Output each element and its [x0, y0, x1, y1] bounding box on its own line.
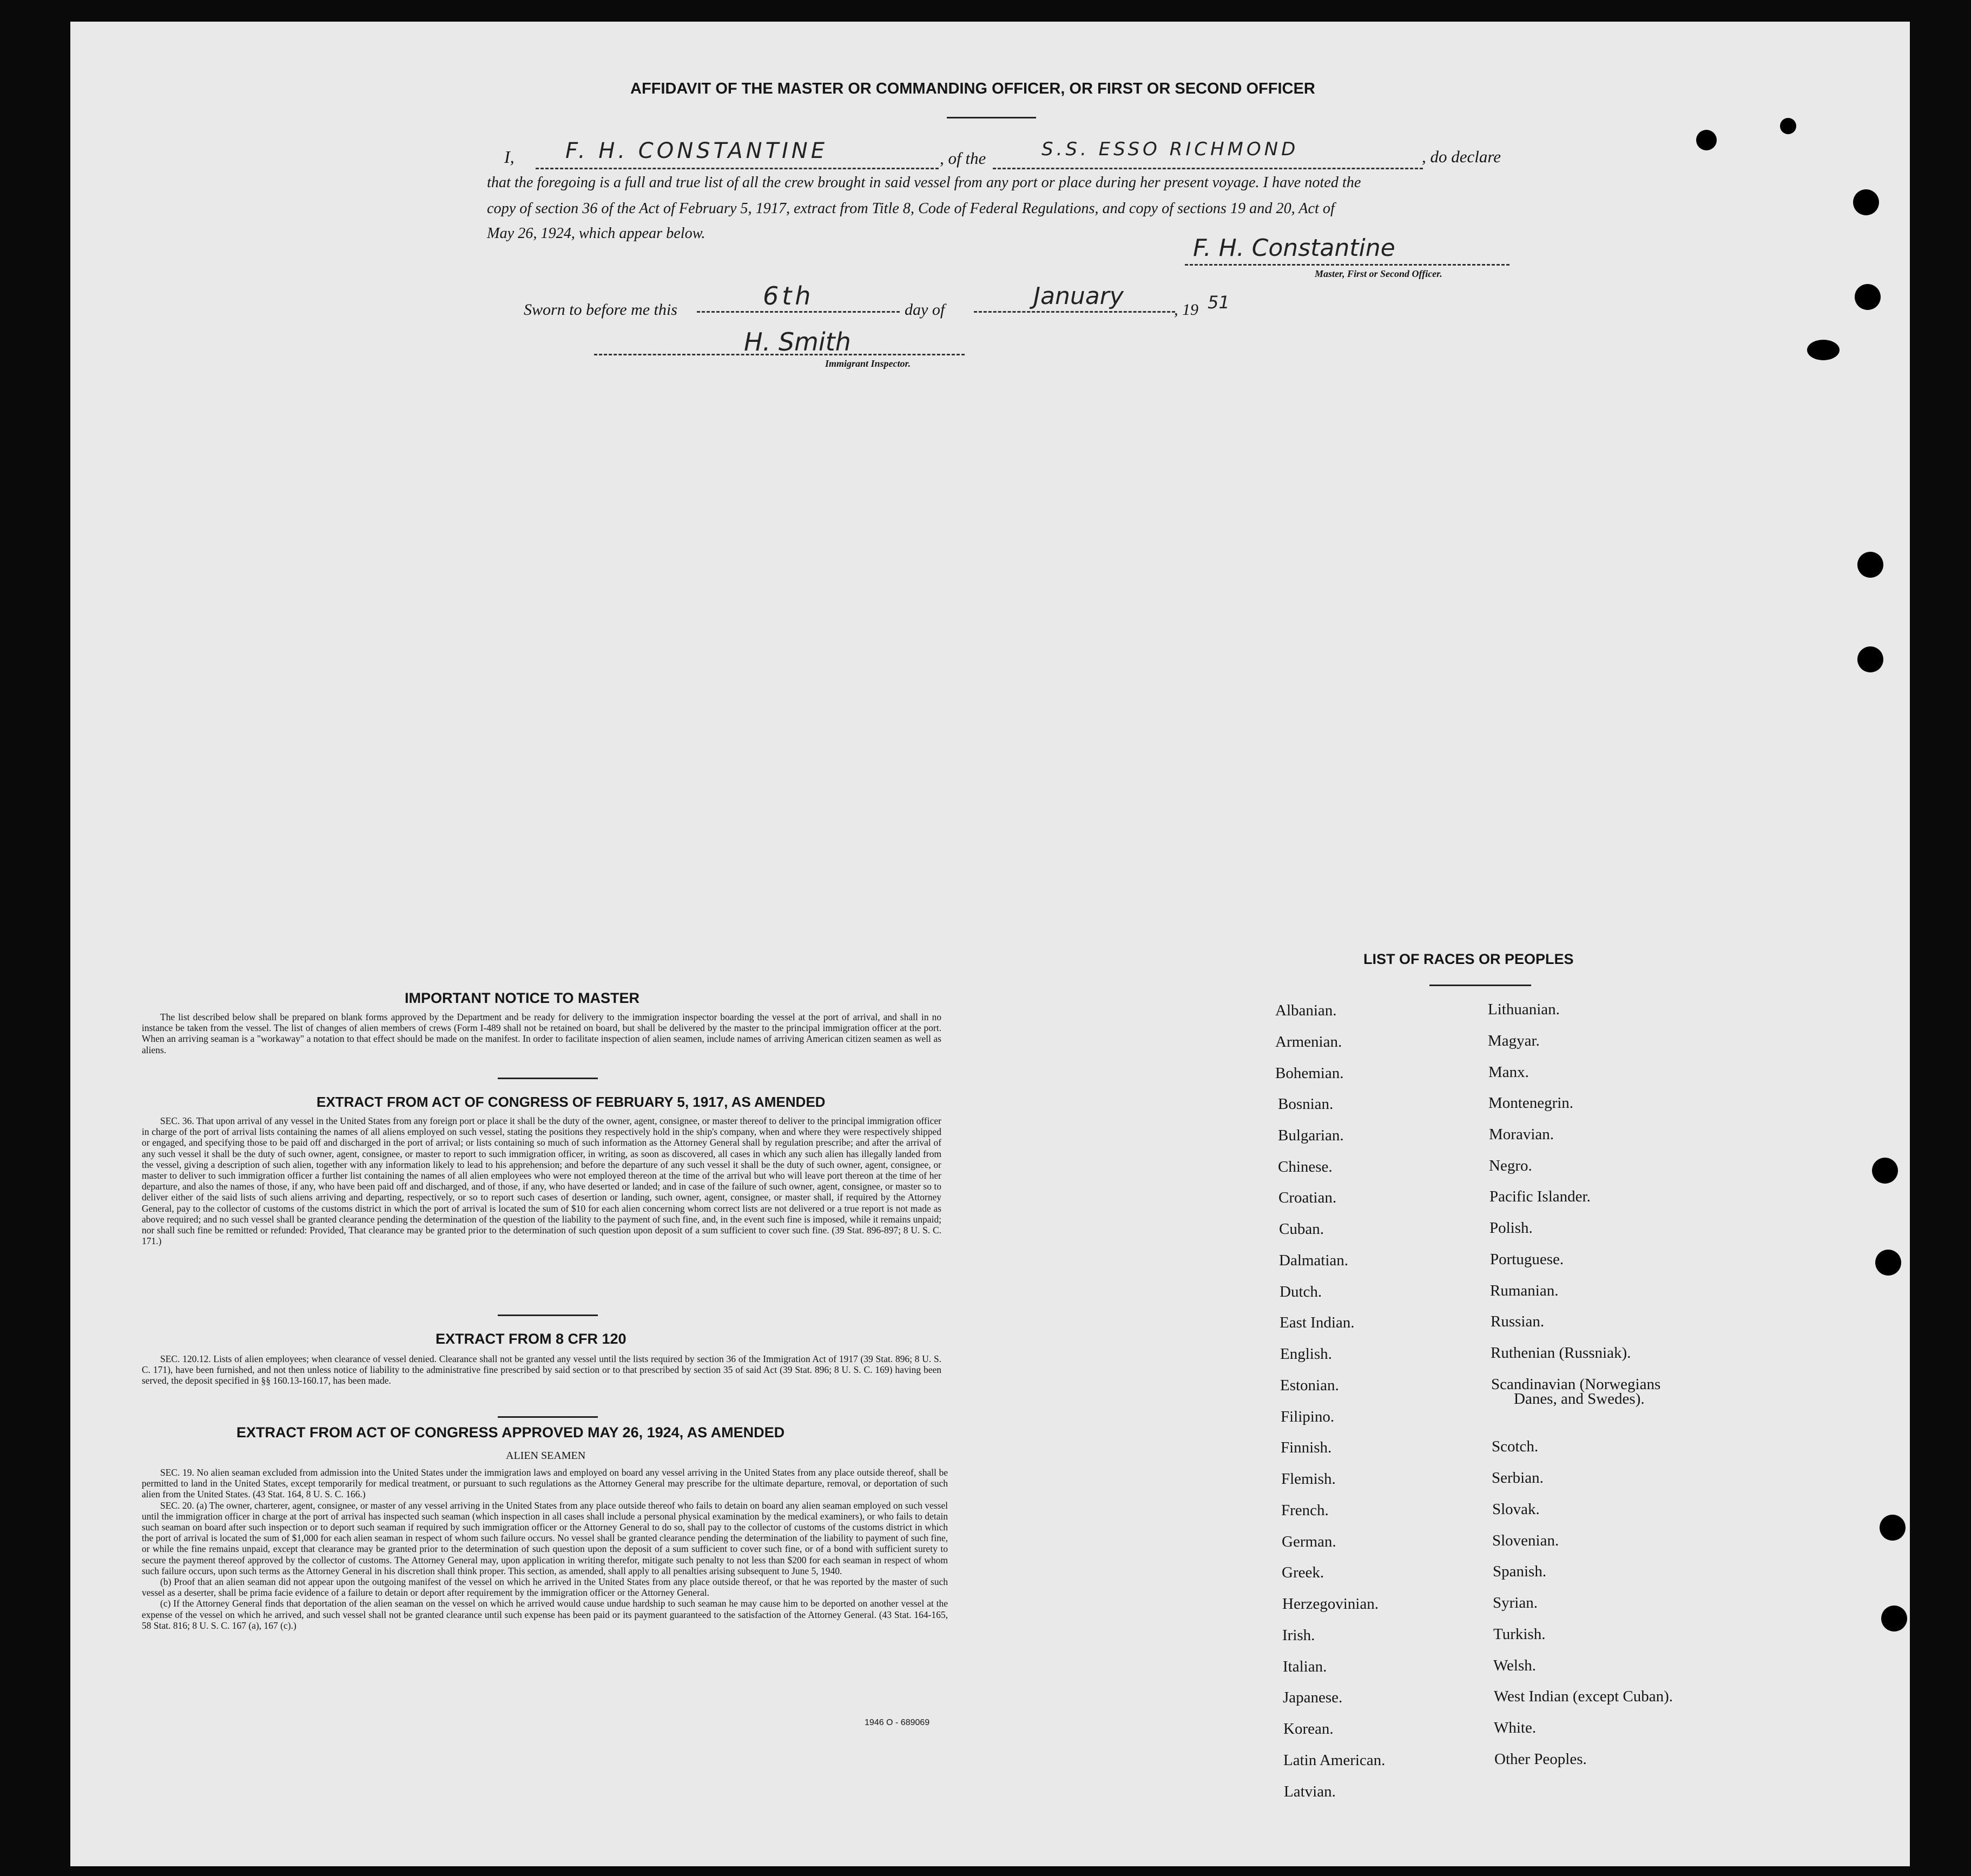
- race-item: Finnish.: [1281, 1439, 1332, 1456]
- vessel-name: S.S. ESSO RICHMOND: [1041, 138, 1299, 160]
- race-item: East Indian.: [1280, 1314, 1355, 1331]
- sec-36-paragraph: SEC. 36. That upon arrival of any vessel in the United States from any foreign port or place it shall be the duty of the owner, agent, consignee, or master thereof to deliver to the principal immigration officer in charge of the port of arrival lists containing the names of all aliens employed on such vessel, stating the positions they respectively hold in the ship's company, when and where they were respectively shipped or engaged, and specifying those to be paid off and discharged in the port of arrival; or lists containing so much of such information as the Attorney General shall by regulation prescribe; and after the arrival of any such vessel it shall be the duty of such owner, agent, consignee, or master to report to such immigration officer, in writing, as soon as discovered, all cases in which any such alien has illegally landed from the vessel, giving a description of such alien, together with any information likely to lead to his apprehension; and before the departure of any such vessel it shall be the duty of such owner, agent, consignee, or master to deliver to such immigration officer a further list containing the names of all alien employees who were not employed thereon at the time of the arrival but who will leave port thereon at the time of her departure, and also the names of those, if any, who have been paid off and discharged, and of those, if any, who have deserted or landed; and in case of the failure of such owner, agent, consignee, or master so to deliver either of the said lists of such aliens arriving and departing, respectively, or so to report such cases of desertion or landing, such owner, agent, consignee, or master shall, if required by the Attorney General, pay to the collector of customs of the customs district in which the port of arrival is located the sum of $10 for each alien concerning whom correct lists are not delivered or a true report is not made as above required; and no such vessel shall be granted clearance pending the determination of the question of the liability to the payment of such fine, and, in the event such fine is imposed, while it remains unpaid; nor shall such fine be remitted or refunded: Provided, That clearance may be granted prior to the determination of such question upon deposit of a sum sufficient to cover such fine. (39 Stat. 896-897; 8 U. S. C. 171.): [142, 1115, 941, 1247]
- race-item: Slovak.: [1492, 1501, 1540, 1518]
- race-item: Latvian.: [1284, 1783, 1336, 1800]
- race-item: Korean.: [1283, 1720, 1334, 1738]
- inspector-caption: Immigrant Inspector.: [825, 358, 911, 369]
- race-item: Bohemian.: [1275, 1065, 1344, 1082]
- year-prefix: , 19: [1174, 301, 1198, 319]
- race-item: Herzegovinian.: [1282, 1595, 1379, 1613]
- race-item: White.: [1494, 1719, 1537, 1736]
- race-item: Rumanian.: [1490, 1282, 1559, 1299]
- race-item: Lithuanian.: [1488, 1001, 1560, 1018]
- race-item: Montenegrin.: [1488, 1094, 1574, 1112]
- officer-name-line: [536, 168, 939, 169]
- sec-19-paragraph: SEC. 19. No alien seaman excluded from admission into the United States under the immigration laws and employed on board any vessel arriving in the United States from any place outside thereof, shall be permitted to land in the United States, except temporarily for medical treatment, or pursuant to such regulations as the Attorney General may prescribe for the ultimate departure, removal, or deportation of such alien from the United States. (43 Stat. 164, 8 U. S. C. 166.): [142, 1467, 948, 1500]
- race-item: Italian.: [1283, 1658, 1327, 1675]
- race-item: Chinese.: [1278, 1158, 1333, 1175]
- race-item: Ruthenian (Russniak).: [1491, 1344, 1631, 1362]
- race-item: Albanian.: [1275, 1002, 1337, 1019]
- sworn-day: 6th: [763, 281, 814, 311]
- race-item: Other Peoples.: [1494, 1751, 1587, 1768]
- inspector-signature-line: [594, 354, 965, 355]
- race-item: Bosnian.: [1278, 1095, 1334, 1113]
- print-code: 1946 O - 689069: [865, 1718, 930, 1727]
- race-item: West Indian (except Cuban).: [1494, 1688, 1673, 1705]
- extract-1917-divider: [498, 1314, 598, 1316]
- sec-20c-paragraph: (c) If the Attorney General finds that deportation of the alien seaman on the vessel on which he arrived would cause undue hardship to such seaman he may cause him to be deported on another vessel at the expense of the vessel on which he arrived, and such vessel shall not be granted clearance until such expense has been paid or its payment guaranteed to the satisfaction of the Attorney General. (43 Stat. 164-165, 58 Stat. 816; 8 U. S. C. 167 (a), 167 (c).): [142, 1598, 948, 1631]
- sworn-label: Sworn to before me this: [524, 301, 677, 319]
- race-item: Portuguese.: [1490, 1251, 1564, 1268]
- race-item: Greek.: [1282, 1564, 1324, 1581]
- extract-1917-text: [142, 1115, 941, 1246]
- punch-hole: [1857, 552, 1883, 578]
- race-item: Scandinavian (Norwegians: [1491, 1376, 1661, 1393]
- punch-hole: [1696, 130, 1717, 150]
- race-item: English.: [1280, 1345, 1332, 1363]
- race-item: Bulgarian.: [1278, 1127, 1344, 1144]
- officer-name: F. H. CONSTANTINE: [565, 138, 828, 163]
- statement-line-3: copy of section 36 of the Act of February 5, 1917, extract from Title 8, Code of Federal Regulations, and copy of sections 19 and 20, Act of: [487, 200, 1335, 217]
- punch-hole: [1853, 189, 1879, 215]
- race-item: Russian.: [1491, 1313, 1545, 1330]
- race-item: Flemish.: [1281, 1470, 1336, 1488]
- race-item: Moravian.: [1489, 1126, 1554, 1143]
- race-item: Danes, and Swedes).: [1514, 1390, 1645, 1408]
- race-item: Irish.: [1282, 1627, 1315, 1644]
- do-declare-label: , do declare: [1422, 147, 1501, 166]
- race-item: Syrian.: [1493, 1594, 1538, 1611]
- master-caption: Master, First or Second Officer.: [1315, 268, 1442, 279]
- sworn-month: January: [1033, 282, 1124, 310]
- race-item: Dutch.: [1280, 1283, 1322, 1300]
- day-of-label: day of: [905, 301, 945, 319]
- race-item: Cuban.: [1279, 1220, 1324, 1238]
- punch-hole: [1857, 646, 1883, 672]
- extract-cfr-text: [142, 1353, 941, 1386]
- race-item: Manx.: [1488, 1063, 1529, 1081]
- vessel-name-line: [993, 168, 1423, 169]
- race-item: French.: [1281, 1502, 1329, 1519]
- notice-paragraph: The list described below shall be prepared on blank forms approved by the Department and be ready for delivery to the immigration inspector boarding the vessel at the port of arrival, and shall in no instance be taken from the vessel. The list of changes of alien members of crews (Form I-489 shall not be retained on board, but shall be delivered by the master to the principal immigration officer at the port. When an arriving seaman is a "workaway" a notation to that effect should be made on the manifest. In order to facilitate inspection of alien seamen, include names of arriving American citizen seamen as well as aliens.: [142, 1012, 941, 1055]
- extract-cfr-title: EXTRACT FROM 8 CFR 120: [436, 1331, 627, 1347]
- notice-text: [142, 1012, 941, 1055]
- race-item: Japanese.: [1283, 1689, 1343, 1706]
- sec-20a-paragraph: SEC. 20. (a) The owner, charterer, agent, consignee, or master of any vessel arriving in the United States from any place outside thereof who fails to detain on board any alien seaman employed on such vessel until the immigration officer in charge at the port of arrival has inspected such seaman (which inspection in all cases shall include a personal physical examination by the medical examiners), or who fails to detain such seaman on board after such inspection or to deport such seaman if required by such immigration officer or the Attorney General to do so, shall pay to the collector of customs of the customs district in which the port of arrival is located the sum of $1,000 for each alien seaman in respect of whom such failure occurs. No vessel shall be granted clearance pending the determination of the liability to payment of such fine, or while the fine remains unpaid, except that clearance may be granted prior to the determination of such question upon the deposit of a sum sufficient to cover such fine, or of a bond with sufficient surety to secure the payment thereof approved by the collector of customs. The Attorney General may, upon application in writing therefor, mitigate such penalty to not less than $200 for each seaman in respect of whom such failure occurs, upon such terms as the Attorney General in his discretion shall think proper. This section, as amended, shall apply to all penalties arising subsequent to June 5, 1940.: [142, 1500, 948, 1576]
- race-item: Croatian.: [1278, 1189, 1337, 1206]
- alien-seamen-subtitle: ALIEN SEAMEN: [506, 1450, 586, 1462]
- race-item: Welsh.: [1493, 1657, 1537, 1674]
- extract-1924-text: [142, 1467, 948, 1631]
- of-the-label: , of the: [940, 149, 986, 168]
- race-item: Magyar.: [1488, 1032, 1540, 1049]
- race-item: German.: [1282, 1533, 1336, 1550]
- race-item: Dalmatian.: [1279, 1252, 1349, 1269]
- year-suffix: 51: [1208, 292, 1230, 313]
- master-signature: F. H. Constantine: [1193, 234, 1395, 262]
- race-item: Scotch.: [1492, 1438, 1539, 1455]
- race-item: Turkish.: [1493, 1626, 1546, 1643]
- race-item: Serbian.: [1492, 1469, 1544, 1487]
- punch-hole: [1780, 118, 1796, 134]
- sec-20b-paragraph: (b) Proof that an alien seaman did not appear upon the outgoing manifest of the vessel on which he arrived in the United States from any place outside thereof, or that he was reported by the master of such vessel as a deserter, shall be prima facie evidence of a failure to detain or deport after requirement by the immigration officer or the Attorney General.: [142, 1576, 948, 1598]
- punch-hole: [1880, 1515, 1906, 1541]
- race-item: Pacific Islander.: [1489, 1188, 1591, 1205]
- affidavit-title: AFFIDAVIT OF THE MASTER OR COMMANDING OFFICER, OR FIRST OR SECOND OFFICER: [630, 80, 1315, 97]
- inspector-signature: H. Smith: [744, 327, 851, 356]
- sworn-day-line: [697, 311, 900, 313]
- race-item: Polish.: [1489, 1219, 1533, 1237]
- extract-cfr-divider: [498, 1416, 598, 1418]
- statement-line-4: May 26, 1924, which appear below.: [487, 225, 706, 242]
- race-item: Armenian.: [1275, 1033, 1342, 1051]
- race-item: Spanish.: [1493, 1563, 1547, 1580]
- race-item: Filipino.: [1281, 1408, 1335, 1425]
- races-title: LIST OF RACES OR PEOPLES: [1363, 951, 1574, 967]
- i-label: I,: [504, 147, 515, 167]
- punch-hole: [1875, 1250, 1901, 1276]
- race-item: Estonian.: [1280, 1377, 1339, 1394]
- punch-hole: [1807, 340, 1840, 360]
- race-item: Negro.: [1489, 1157, 1532, 1174]
- title-divider: [947, 117, 1036, 118]
- race-item: Slovenian.: [1492, 1532, 1559, 1549]
- extract-1924-title: EXTRACT FROM ACT OF CONGRESS APPROVED MAY 26, 1924, AS AMENDED: [236, 1424, 785, 1441]
- race-item: Latin American.: [1283, 1752, 1386, 1769]
- notice-divider: [498, 1078, 598, 1079]
- punch-hole: [1855, 284, 1881, 310]
- punch-hole: [1881, 1606, 1907, 1631]
- races-divider: [1429, 985, 1531, 986]
- notice-title: IMPORTANT NOTICE TO MASTER: [405, 990, 640, 1006]
- sworn-month-line: [974, 311, 1175, 313]
- master-signature-line: [1185, 264, 1509, 266]
- punch-hole: [1872, 1158, 1898, 1184]
- statement-line-2: that the foregoing is a full and true list of all the crew brought in said vessel from any port or place during her present voyage. I have noted the: [487, 174, 1361, 191]
- extract-1917-title: EXTRACT FROM ACT OF CONGRESS OF FEBRUARY 5, 1917, AS AMENDED: [317, 1094, 826, 1110]
- sec-120-12-paragraph: SEC. 120.12. Lists of alien employees; when clearance of vessel denied. Clearance shall not be granted any vessel until the lists required by section 36 of the Immigration Act of 1917 (39 Stat. 896; 8 U. S. C. 171), have been furnished, and not then unless notice of liability to the administrative fine prescribed by said section or to that prescribed by section 35 of said Act (39 Stat. 896; 8 U. S. C. 169) having been served, the deposit specified in §§ 160.13-160.17, has been made.: [142, 1353, 941, 1386]
